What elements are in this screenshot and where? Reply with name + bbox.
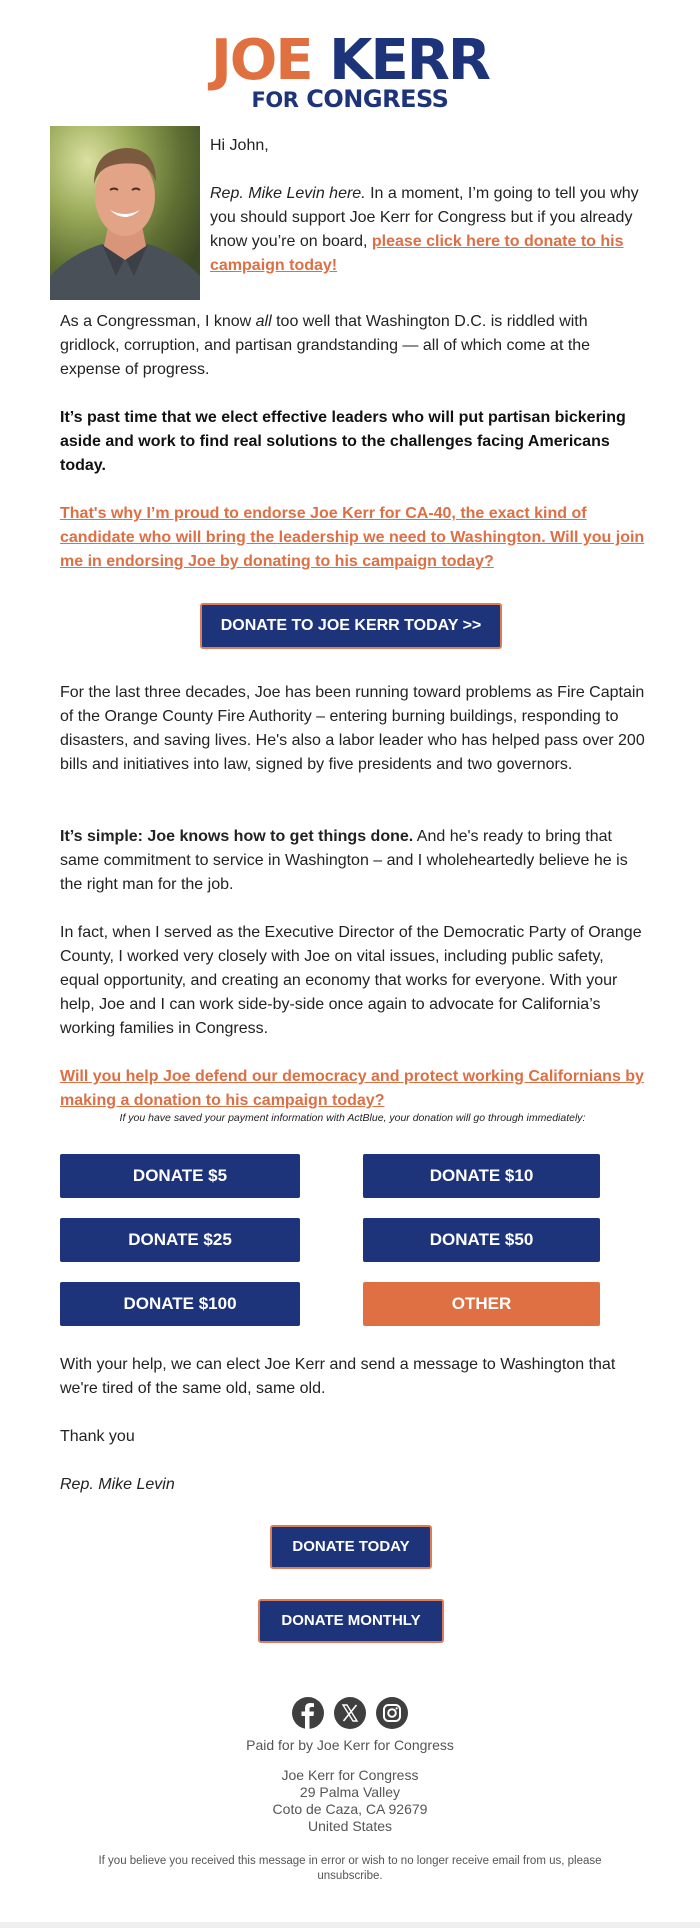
logo-tagline-prefix: FOR bbox=[251, 88, 299, 112]
logo-last-name: KERR bbox=[329, 28, 490, 93]
logo-tagline bbox=[0, 86, 700, 113]
donate-50-button[interactable]: DONATE $50 bbox=[363, 1218, 600, 1262]
paragraph-bold: It’s simple: Joe knows how to get things done. bbox=[60, 828, 414, 845]
paragraph-text: As a Congressman, I know bbox=[60, 313, 256, 330]
actblue-note: If you have saved your payment information with ActBlue, your donation will go through immediately: bbox=[119, 1112, 586, 1124]
paragraph-emphasis: all bbox=[255, 313, 272, 330]
unsubscribe-link[interactable]: unsubscribe. bbox=[317, 1870, 383, 1882]
paragraph-simple bbox=[60, 825, 645, 897]
donate-to-joe-kerr-button[interactable]: DONATE TO JOE KERR TODAY >> bbox=[200, 603, 502, 649]
donate-10-button[interactable]: DONATE $10 bbox=[363, 1154, 600, 1198]
logo-tagline-main: CONGRESS bbox=[306, 85, 449, 113]
paragraph-background: For the last three decades, Joe has been running toward problems as Fire Captain of the Orange County Fire Authority – entering burning buildings, responding to disasters, and saving lives. He's also a labor leader who has helped pass over 200 bills and initiatives into law, signed by five presidents and two governors. bbox=[60, 684, 645, 773]
donate-5-button[interactable]: DONATE $5 bbox=[60, 1154, 300, 1198]
paragraph-closing: With your help, we can elect Joe Kerr and send a message to Washington that we're tired of the same old, same old. bbox=[60, 1356, 616, 1397]
portrait-illustration bbox=[50, 126, 200, 300]
paragraph-endorse bbox=[60, 502, 645, 574]
bottom-divider bbox=[0, 1922, 700, 1928]
campaign-logo bbox=[0, 28, 700, 113]
donate-today-button[interactable]: DONATE TODAY bbox=[270, 1525, 432, 1569]
paragraph-leaders: It’s past time that we elect effective leaders who will put partisan bickering aside and work to find real solutions to the challenges facing Americans today. bbox=[60, 409, 626, 474]
donate-link-intro[interactable]: please click here to donate to his campaign today! bbox=[210, 233, 624, 274]
sender-photo bbox=[50, 126, 200, 300]
x-icon[interactable] bbox=[334, 1697, 366, 1729]
paid-for-disclaimer: Paid for by Joe Kerr for Congress bbox=[246, 1737, 454, 1753]
paragraph-help-joe bbox=[60, 1065, 645, 1113]
social-links bbox=[0, 1697, 700, 1729]
intro-lead-italic: Rep. Mike Levin here. bbox=[210, 185, 366, 202]
mailing-address bbox=[0, 1767, 700, 1835]
address-city: Coto de Caza, CA 92679 bbox=[272, 1801, 428, 1817]
unsubscribe-text: If you believe you received this message in error or wish to no longer receive email from us, please bbox=[98, 1855, 602, 1867]
donate-monthly-button[interactable]: DONATE MONTHLY bbox=[258, 1599, 444, 1643]
facebook-icon[interactable] bbox=[292, 1697, 324, 1729]
endorse-donate-link[interactable]: That's why I’m proud to endorse Joe Kerr for CA-40, the exact kind of candidate who will bring the leadership we need to Washington. Will you join me in endorsing Joe by donating to his campaign today? bbox=[60, 505, 645, 570]
help-joe-donate-link[interactable]: Will you help Joe defend our democracy and protect working Californians by making a donation to his campaign today? bbox=[60, 1068, 644, 1109]
instagram-icon[interactable] bbox=[376, 1697, 408, 1729]
address-country: United States bbox=[307, 1818, 393, 1834]
intro-lead-text: In a moment, I’m going to tell you why you should support Joe Kerr for Congress but if you already know you’re on board, bbox=[210, 185, 639, 250]
paragraph-text: And he's ready to bring that same commitment to service in Washington – and I wholeheartedly believe he is the right man for the job. bbox=[60, 828, 628, 893]
address-org: Joe Kerr for Congress bbox=[281, 1767, 419, 1783]
signature: Rep. Mike Levin bbox=[60, 1476, 175, 1493]
address-street: 29 Palma Valley bbox=[299, 1784, 401, 1800]
intro-paragraph bbox=[210, 182, 660, 278]
donate-25-button[interactable]: DONATE $25 bbox=[60, 1218, 300, 1262]
paragraph-text: too well that Washington D.C. is riddled with gridlock, corruption, and partisan grandstanding — all of which come at the expense of progress. bbox=[60, 313, 591, 378]
intro-section bbox=[50, 126, 660, 300]
unsubscribe-notice bbox=[90, 1854, 610, 1884]
paragraph-congressman bbox=[60, 310, 645, 382]
greeting: Hi John, bbox=[210, 137, 269, 154]
intro-text bbox=[210, 134, 660, 278]
donate-other-button[interactable]: OTHER bbox=[363, 1282, 600, 1326]
paragraph-in-fact: In fact, when I served as the Executive Director of the Democratic Party of Orange County, I worked very closely with Joe on vital issues, including public safety, equal opportunity, and creating an economy that works for everyone. With your help, Joe and I can work side-by-side once again to advocate for California’s working families in Congress. bbox=[60, 924, 642, 1037]
donate-100-button[interactable]: DONATE $100 bbox=[60, 1282, 300, 1326]
logo-name bbox=[0, 28, 700, 93]
thank-you: Thank you bbox=[60, 1428, 135, 1445]
logo-first-name: JOE bbox=[210, 28, 312, 93]
